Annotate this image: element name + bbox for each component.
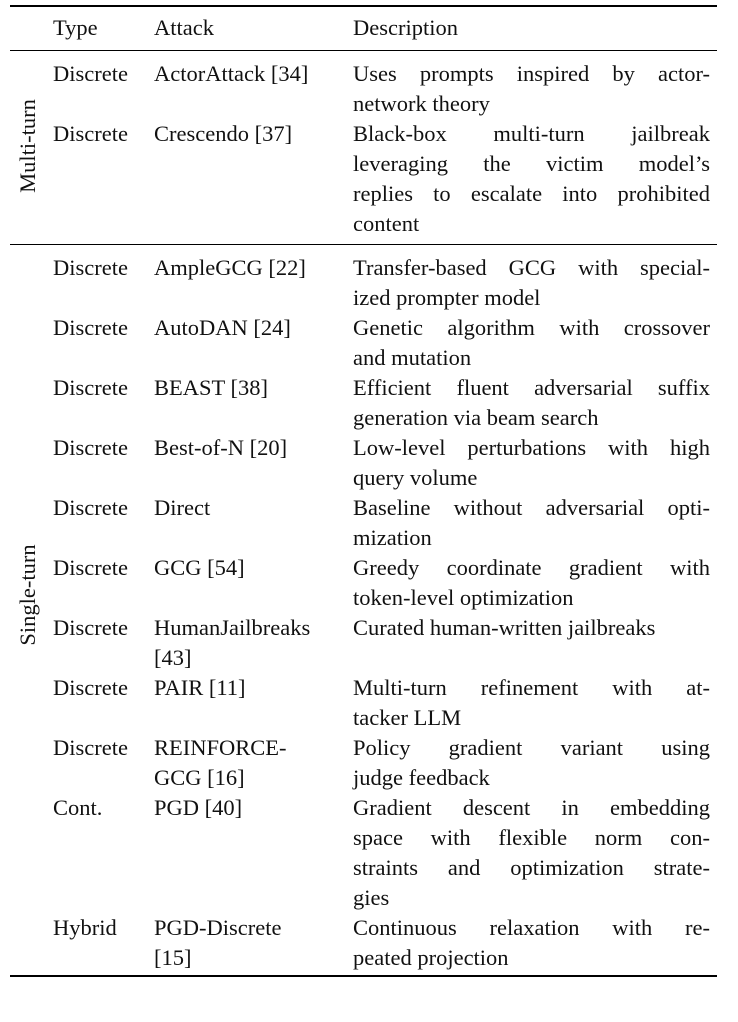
description-cell [353, 733, 710, 793]
attack-cell: [43] [154, 645, 192, 670]
description-cell [353, 253, 710, 313]
description-cell [353, 59, 710, 119]
description-line: Efficient fluent adversarial suffix [353, 375, 710, 400]
attack-cell: REINFORCE- [154, 735, 287, 760]
type-cell: Discrete [53, 615, 128, 640]
group-label: Single-turn [15, 544, 40, 646]
description-line: Low-level perturbations with high [353, 435, 710, 460]
description-line: judge feedback [353, 765, 490, 790]
type-cell: Discrete [53, 61, 128, 86]
attack-cell: ActorAttack [34] [154, 61, 309, 86]
type-cell: Discrete [53, 121, 128, 146]
attack-cell: Best-of-N [20] [154, 435, 288, 460]
attack-cell: HumanJailbreaks [154, 615, 311, 640]
description-line: Continuous relaxation with re- [353, 915, 710, 940]
group-separator-rule [10, 244, 717, 245]
type-cell: Hybrid [53, 915, 117, 940]
type-cell: Discrete [53, 315, 128, 340]
description-line: Curated human-written jailbreaks [353, 615, 656, 640]
attack-cell: PAIR [11] [154, 675, 246, 700]
attack-cell: AmpleGCG [22] [154, 255, 306, 280]
description-line: leveraging the victim model’s [353, 151, 710, 176]
description-cell [353, 673, 710, 733]
group-label: Multi-turn [15, 99, 40, 193]
description-cell [353, 493, 710, 553]
description-line: gies [353, 885, 390, 910]
type-cell: Discrete [53, 255, 128, 280]
attack-cell: GCG [16] [154, 765, 245, 790]
description-cell [353, 553, 710, 613]
description-line: content [353, 211, 420, 236]
description-line: token-level optimization [353, 585, 574, 610]
attack-cell: BEAST [38] [154, 375, 268, 400]
description-line: Policy gradient variant using [353, 735, 710, 760]
description-line: Gradient descent in embedding [353, 795, 710, 820]
header-rule [10, 50, 717, 51]
top-rule [10, 5, 717, 7]
description-line: network theory [353, 91, 490, 116]
attack-cell: [15] [154, 945, 192, 970]
description-line: Uses prompts inspired by actor- [353, 61, 710, 86]
description-line: mization [353, 525, 432, 550]
attack-cell: GCG [54] [154, 555, 245, 580]
attack-cell: Crescendo [37] [154, 121, 293, 146]
header-description: Description [353, 15, 458, 40]
bottom-rule [10, 975, 717, 977]
description-cell [353, 913, 710, 973]
type-cell: Discrete [53, 675, 128, 700]
header-type: Type [53, 15, 98, 40]
description-line: Multi-turn refinement with at- [353, 675, 710, 700]
header-attack: Attack [154, 15, 214, 40]
description-line: tacker LLM [353, 705, 462, 730]
description-line: Transfer-based GCG with special- [353, 255, 710, 280]
description-line: Greedy coordinate gradient with [353, 555, 710, 580]
description-cell [353, 433, 710, 493]
description-line: Baseline without adversarial opti- [353, 495, 710, 520]
attack-cell: AutoDAN [24] [154, 315, 291, 340]
description-cell [353, 313, 710, 373]
description-line: peated projection [353, 945, 509, 970]
description-cell [353, 119, 710, 239]
description-line: straints and optimization strate- [353, 855, 710, 880]
attack-cell: Direct [154, 495, 211, 520]
attack-cell: PGD-Discrete [154, 915, 282, 940]
type-cell: Cont. [53, 795, 103, 820]
attack-cell: PGD [40] [154, 795, 243, 820]
description-line: query volume [353, 465, 478, 490]
type-cell: Discrete [53, 375, 128, 400]
description-line: Black-box multi-turn jailbreak [353, 121, 710, 146]
description-cell [353, 373, 710, 433]
description-cell [353, 613, 710, 643]
description-line: space with flexible norm con- [353, 825, 710, 850]
type-cell: Discrete [53, 435, 128, 460]
description-line: and mutation [353, 345, 472, 370]
type-cell: Discrete [53, 555, 128, 580]
description-line: ized prompter model [353, 285, 541, 310]
type-cell: Discrete [53, 735, 128, 760]
description-cell [353, 793, 710, 913]
description-line: Genetic algorithm with crossover [353, 315, 710, 340]
description-line: replies to escalate into prohibited [353, 181, 710, 206]
type-cell: Discrete [53, 495, 128, 520]
description-line: generation via beam search [353, 405, 599, 430]
